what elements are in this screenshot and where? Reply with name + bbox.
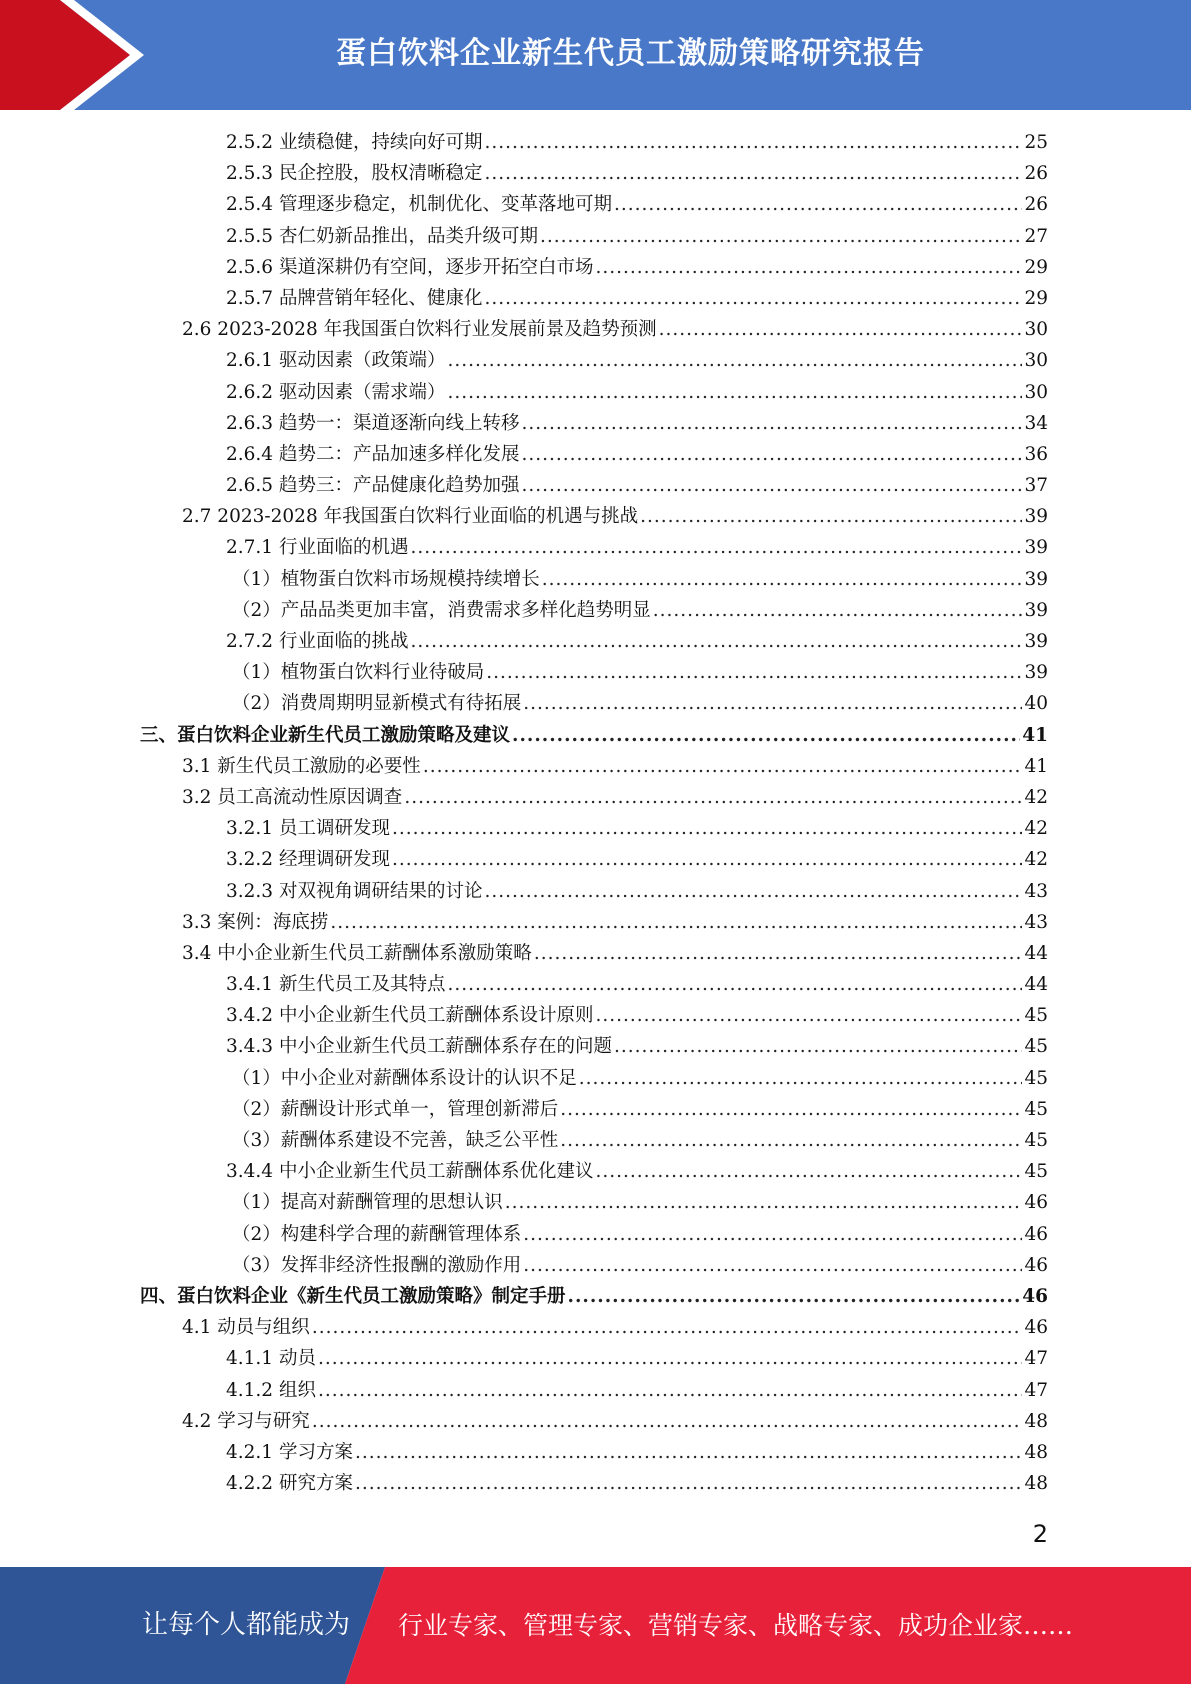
toc-dot-leader	[355, 1468, 1023, 1499]
toc-entry-page: 47	[1024, 1348, 1048, 1370]
toc-entry-page: 42	[1024, 818, 1048, 840]
toc-entry-label: （3）发挥非经济性报酬的激励作用	[232, 1254, 522, 1276]
toc-entry-page: 44	[1024, 974, 1048, 996]
toc-entry[interactable]	[140, 1468, 1048, 1499]
toc-entry-label: 2.5.5 杏仁奶新品推出，品类升级可期	[226, 225, 538, 247]
toc-dot-leader	[521, 439, 1022, 470]
toc-entry-page: 39	[1024, 506, 1048, 528]
toc-entry-page: 48	[1024, 1441, 1048, 1463]
toc-entry[interactable]	[140, 876, 1048, 907]
toc-entry-label: （2）构建科学合理的薪酬管理体系	[232, 1223, 522, 1245]
toc-dot-leader	[540, 221, 1022, 252]
toc-dot-leader	[447, 377, 1022, 408]
toc-entry-label: 2.5.3 民企控股，股权清晰稳定	[226, 163, 483, 185]
toc-dot-leader	[542, 564, 1023, 595]
toc-entry[interactable]	[140, 470, 1048, 501]
toc-entry-page: 45	[1024, 1098, 1048, 1120]
toc-entry-label: 3.3 案例：海底捞	[182, 911, 329, 933]
toc-entry-label: 4.2.2 研究方案	[226, 1473, 353, 1495]
toc-entry-page: 46	[1024, 1192, 1048, 1214]
toc-dot-leader	[486, 657, 1022, 688]
toc-entry-page: 36	[1024, 443, 1048, 465]
toc-dot-leader	[312, 1406, 1023, 1437]
toc-dot-leader	[484, 876, 1022, 907]
toc-entry-page: 46	[1024, 1223, 1048, 1245]
toc-entry[interactable]	[140, 532, 1048, 563]
toc-entry-page: 25	[1024, 132, 1048, 153]
toc-entry[interactable]	[140, 1094, 1048, 1125]
toc-entry-label: 2.6 2023-2028 年我国蛋白饮料行业发展前景及趋势预测	[182, 319, 657, 341]
toc-entry-label: 2.7 2023-2028 年我国蛋白饮料行业面临的机遇与挑战	[182, 506, 639, 528]
toc-dot-leader	[614, 189, 1022, 220]
toc-entry-page: 46	[1024, 1254, 1048, 1276]
toc-entry[interactable]	[140, 657, 1048, 688]
toc-entry[interactable]	[140, 688, 1048, 719]
toc-entry-label: 4.2 学习与研究	[182, 1410, 310, 1432]
toc-dot-leader	[355, 1437, 1023, 1468]
toc-dot-leader	[560, 1125, 1022, 1156]
toc-dot-leader	[447, 969, 1022, 1000]
toc-entry-label: （2）薪酬设计形式单一，管理创新滞后	[232, 1098, 559, 1120]
toc-entry-label: 2.5.4 管理逐步稳定，机制优化、变革落地可期	[226, 194, 612, 216]
toc-entry-page: 34	[1024, 412, 1048, 434]
toc-entry-page: 30	[1024, 319, 1048, 341]
toc-dot-leader	[392, 813, 1022, 844]
toc-entry-page: 40	[1024, 693, 1048, 715]
toc-entry-label: （2）产品品类更加丰富，消费需求多样化趋势明显	[232, 599, 651, 621]
toc-entry-label: 2.5.7 品牌营销年轻化、健康化	[226, 287, 483, 309]
footer-expert-list: 行业专家、管理专家、营销专家、战略专家、成功企业家……	[398, 1611, 1074, 1640]
toc-entry-label: （2）消费周期明显新模式有待拓展	[232, 693, 522, 715]
toc-dot-leader	[595, 252, 1022, 283]
toc-entry-label: 3.1 新生代员工激励的必要性	[182, 755, 421, 777]
toc-entry[interactable]	[140, 252, 1048, 283]
toc-entry-label: 4.1.2 组织	[226, 1379, 316, 1401]
toc-entry[interactable]	[140, 907, 1048, 938]
page-footer	[0, 1567, 1191, 1684]
toc-entry[interactable]	[140, 1219, 1048, 1250]
toc-entry-label: 3.2 员工高流动性原因调查	[182, 786, 403, 808]
toc-entry[interactable]	[140, 1156, 1048, 1187]
toc-entry-label: 4.1 动员与组织	[182, 1317, 310, 1339]
toc-entry[interactable]	[140, 283, 1048, 314]
toc-entry-page: 29	[1024, 287, 1048, 309]
toc-entry-page: 29	[1024, 256, 1048, 278]
toc-entry[interactable]	[140, 626, 1048, 657]
toc-entry[interactable]	[140, 408, 1048, 439]
toc-dot-leader	[579, 1063, 1023, 1094]
toc-entry-page: 42	[1024, 849, 1048, 871]
toc-entry-label: （1）提高对薪酬管理的思想认识	[232, 1192, 503, 1214]
toc-entry-label: 四、蛋白饮料企业《新生代员工激励策略》制定手册	[140, 1285, 566, 1307]
toc-entry-label: 2.7.1 行业面临的机遇	[226, 537, 409, 559]
toc-entry-page: 27	[1024, 225, 1048, 247]
toc-dot-leader	[568, 1281, 1021, 1312]
toc-dot-leader	[330, 907, 1022, 938]
toc-entry[interactable]	[140, 1031, 1048, 1062]
footer-slogan: 让每个人都能成为	[142, 1610, 351, 1640]
toc-dot-leader	[521, 408, 1022, 439]
toc-entry-label: 3.4.4 中小企业新生代员工薪酬体系优化建议	[226, 1161, 594, 1183]
toc-entry[interactable]	[140, 1250, 1048, 1281]
toc-entry-label: 2.6.5 趋势三：产品健康化趋势加强	[226, 475, 520, 497]
page-number: 2	[1032, 1520, 1048, 1548]
toc-entry-label: 2.6.4 趋势二：产品加速多样化发展	[226, 443, 520, 465]
toc-dot-leader	[523, 688, 1022, 719]
toc-dot-leader	[659, 314, 1023, 345]
toc-entry[interactable]	[140, 969, 1048, 1000]
toc-entry-label: 3.4.1 新生代员工及其特点	[226, 974, 446, 996]
toc-entry[interactable]	[140, 1375, 1048, 1406]
toc-entry-label: 3.4.2 中小企业新生代员工薪酬体系设计原则	[226, 1005, 594, 1027]
toc-entry-page: 45	[1024, 1161, 1048, 1183]
toc-entry-page: 39	[1024, 662, 1048, 684]
toc-entry[interactable]	[140, 564, 1048, 595]
toc-entry-label: 3.4 中小企业新生代员工薪酬体系激励策略	[182, 942, 532, 964]
toc-entry[interactable]	[140, 1125, 1048, 1156]
toc-entry-label: 3.2.1 员工调研发现	[226, 818, 390, 840]
toc-entry[interactable]	[140, 439, 1048, 470]
toc-entry-label: 3.2.3 对双视角调研结果的讨论	[226, 880, 483, 902]
toc-dot-leader	[484, 158, 1022, 189]
toc-dot-leader	[404, 782, 1022, 813]
toc-entry[interactable]	[140, 1343, 1048, 1374]
toc-entry-page: 43	[1024, 911, 1048, 933]
toc-entry-label: 4.2.1 学习方案	[226, 1441, 353, 1463]
toc-entry-page: 39	[1024, 631, 1048, 652]
toc-dot-leader	[523, 1250, 1022, 1281]
toc-entry-page: 47	[1024, 1379, 1048, 1401]
toc-entry-page: 30	[1024, 350, 1048, 372]
toc-dot-leader	[318, 1343, 1023, 1374]
toc-dot-leader	[653, 595, 1023, 626]
toc-entry-page: 45	[1024, 1067, 1048, 1089]
toc-entry[interactable]	[140, 1063, 1048, 1094]
toc-entry-page: 30	[1024, 381, 1048, 403]
toc-entry[interactable]	[140, 221, 1048, 252]
toc-dot-leader	[392, 844, 1022, 875]
toc-entry[interactable]	[140, 1312, 1048, 1343]
toc-entry[interactable]	[140, 1000, 1048, 1031]
toc-entry-label: （1）植物蛋白饮料行业待破局	[232, 662, 485, 684]
toc-entry-label: （1）植物蛋白饮料市场规模持续增长	[232, 568, 540, 590]
table-of-contents	[140, 127, 1048, 1499]
toc-entry[interactable]	[140, 1187, 1048, 1218]
toc-entry-page: 39	[1024, 537, 1048, 559]
toc-entry[interactable]	[140, 595, 1048, 626]
toc-entry[interactable]	[140, 751, 1048, 782]
toc-dot-leader	[523, 1219, 1022, 1250]
toc-dot-leader	[410, 626, 1022, 657]
toc-dot-leader	[423, 751, 1023, 782]
toc-entry[interactable]	[140, 1281, 1048, 1312]
toc-entry[interactable]	[140, 314, 1048, 345]
toc-entry-label: 2.5.6 渠道深耕仍有空间，逐步开拓空白市场	[226, 256, 594, 278]
toc-dot-leader	[614, 1031, 1022, 1062]
toc-entry[interactable]	[140, 501, 1048, 532]
toc-entry[interactable]	[140, 782, 1048, 813]
toc-entry-label: 2.6.3 趋势一：渠道逐渐向线上转移	[226, 412, 520, 434]
toc-dot-leader	[447, 345, 1022, 376]
toc-entry[interactable]	[140, 1406, 1048, 1437]
toc-entry-page: 41	[1024, 755, 1048, 777]
toc-entry-page: 45	[1024, 1005, 1048, 1027]
toc-entry-page: 26	[1024, 194, 1048, 216]
toc-entry-page: 42	[1024, 786, 1048, 808]
toc-dot-leader	[312, 1312, 1023, 1343]
toc-entry-label: 3.2.2 经理调研发现	[226, 849, 390, 871]
toc-entry-label: 2.6.2 驱动因素（需求端）	[226, 381, 446, 403]
toc-entry-label: 3.4.3 中小企业新生代员工薪酬体系存在的问题	[226, 1036, 612, 1058]
toc-entry[interactable]	[140, 377, 1048, 408]
toc-entry[interactable]	[140, 720, 1048, 751]
toc-entry-label: 2.5.2 业绩稳健，持续向好可期	[226, 132, 483, 153]
toc-entry-page: 37	[1024, 475, 1048, 497]
toc-dot-leader	[318, 1375, 1023, 1406]
toc-entry-label: （1）中小企业对薪酬体系设计的认识不足	[232, 1067, 577, 1089]
toc-entry-page: 39	[1024, 568, 1048, 590]
toc-entry-page: 43	[1024, 880, 1048, 902]
toc-dot-leader	[505, 1187, 1023, 1218]
toc-entry-label: 2.6.1 驱动因素（政策端）	[226, 350, 446, 372]
toc-entry-page: 45	[1024, 1036, 1048, 1058]
toc-dot-leader	[484, 127, 1022, 158]
toc-entry[interactable]	[140, 1437, 1048, 1468]
toc-dot-leader	[595, 1000, 1022, 1031]
toc-entry-page: 46	[1024, 1317, 1048, 1339]
toc-dot-leader	[560, 1094, 1022, 1125]
toc-entry-page: 48	[1024, 1473, 1048, 1495]
toc-entry[interactable]	[140, 158, 1048, 189]
toc-dot-leader	[534, 938, 1023, 969]
toc-entry[interactable]	[140, 844, 1048, 875]
toc-dot-leader	[512, 720, 1020, 751]
toc-entry[interactable]	[140, 345, 1048, 376]
toc-dot-leader	[595, 1156, 1022, 1187]
toc-entry-page: 39	[1024, 599, 1048, 621]
toc-dot-leader	[410, 532, 1022, 563]
toc-entry-page: 46	[1022, 1285, 1048, 1307]
report-title: 蛋白饮料企业新生代员工激励策略研究报告	[336, 36, 925, 71]
toc-dot-leader	[484, 283, 1022, 314]
toc-entry-page: 41	[1022, 724, 1048, 746]
toc-dot-leader	[521, 470, 1022, 501]
page-header	[0, 0, 1191, 110]
toc-entry-page: 44	[1024, 942, 1048, 964]
toc-entry-page: 26	[1024, 163, 1048, 185]
toc-entry-page: 45	[1024, 1130, 1048, 1151]
toc-entry[interactable]	[140, 813, 1048, 844]
toc-entry-label: 2.7.2 行业面临的挑战	[226, 631, 409, 652]
toc-entry[interactable]	[140, 189, 1048, 220]
toc-entry[interactable]	[140, 938, 1048, 969]
toc-entry-label: （3）薪酬体系建设不完善，缺乏公平性	[232, 1130, 559, 1151]
toc-entry-label: 4.1.1 动员	[226, 1348, 316, 1370]
toc-entry-label: 三、蛋白饮料企业新生代员工激励策略及建议	[140, 724, 511, 746]
toc-entry[interactable]	[140, 127, 1048, 158]
toc-dot-leader	[640, 501, 1022, 532]
toc-entry-page: 48	[1024, 1410, 1048, 1432]
